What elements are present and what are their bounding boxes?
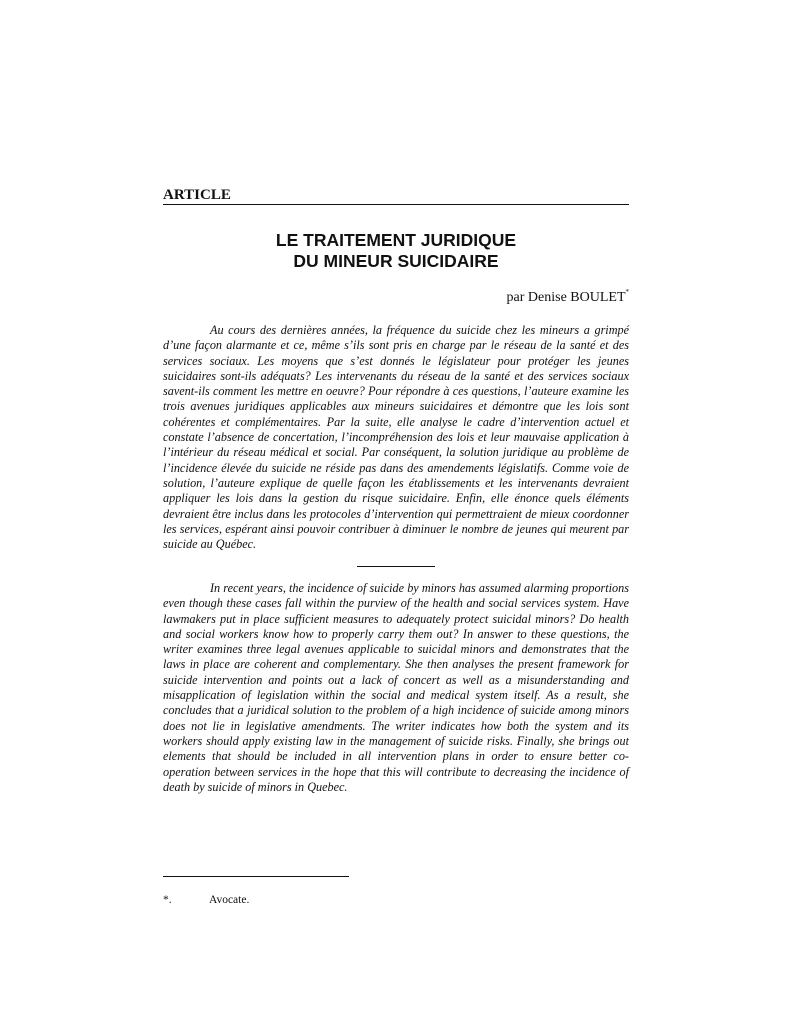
abstract-separator: [357, 566, 435, 567]
author-footnote-mark: *: [625, 288, 629, 296]
footnote-mark: *.: [163, 894, 172, 906]
abstract-english: In recent years, the incidence of suicide by minors has assumed alarming proportions even though these cases fall within the purview of the health and social services system. Have lawmakers put in place sufficient measures to adequately protect suicidal minors? Do health and social workers know how to properly carry them out? In answer to these questions, the writer examines three legal avenues applicable to suicidal minors and demonstrates that the laws in place are coherent and complementary. She then analyses the present framework for suicide intervention and points out a lack of concert as well as a misunderstanding and misapplication of legislation within the social and medical system itself. As a result, she concludes that a juridical solution to the problem of a high incidence of suicide among minors does not lie in legislative amendments. The writer indicates how both the system and its workers should apply existing law in the management of suicide risks. Finally, she brings out elements that should be included in all intervention plans in order to ensure better co-operation between services in the hope that this will contribute to decreasing the incidence of death by suicide of minors in Quebec.: [163, 581, 629, 794]
abstract-french: Au cours des dernières années, la fréquence du suicide chez les mineurs a grimpé d’une façon alarmante et ce, même s’ils sont pris en charge par le réseau de la santé et des services sociaux. Les moyens que s’est donnés le législateur pour protéger les jeunes suicidaires sont-ils adéquats? Les intervenants du réseau de la santé et des services sociaux savent-ils comment les mettre en oeuvre? Pour répondre à ces questions, l’auteure examine les trois avenues juridiques applicables aux mineurs suicidaires et démontre que les lois sont cohérentes et complémentaires. Par la suite, elle analyse le cadre d’intervention actuel et constate l’absence de concertation, l’incompréhension des lois et leur mauvaise application à l’intérieur du réseau médical et social. Par conséquent, la solution juridique au problème de l’incidence élevée du suicide ne réside pas dans des amendements législatifs. Comme voie de solution, l’auteure explique de quelle façon les établissements et les intervenants devraient appliquer les lois dans la gestion du risque suicidaire. Enfin, elle énonce quels éléments devraient être inclus dans les protocoles d’intervention qui permettraient de mieux coordonner les services, espérant ainsi pouvoir contribuer à diminuer le nombre de jeunes qui meurent par suicide au Québec.: [163, 323, 629, 552]
article-title-line-2: DU MINEUR SUICIDAIRE: [293, 251, 499, 271]
section-label: ARTICLE: [163, 186, 629, 205]
author-byline: [163, 290, 629, 306]
footnote-text: Avocate.: [209, 894, 250, 906]
article-title-line-1: LE TRAITEMENT JURIDIQUE: [275, 230, 517, 250]
footnote: [163, 893, 463, 907]
author-name: par Denise BOULET: [506, 290, 626, 305]
footnote-rule: [163, 876, 349, 877]
article-title: [163, 230, 629, 272]
